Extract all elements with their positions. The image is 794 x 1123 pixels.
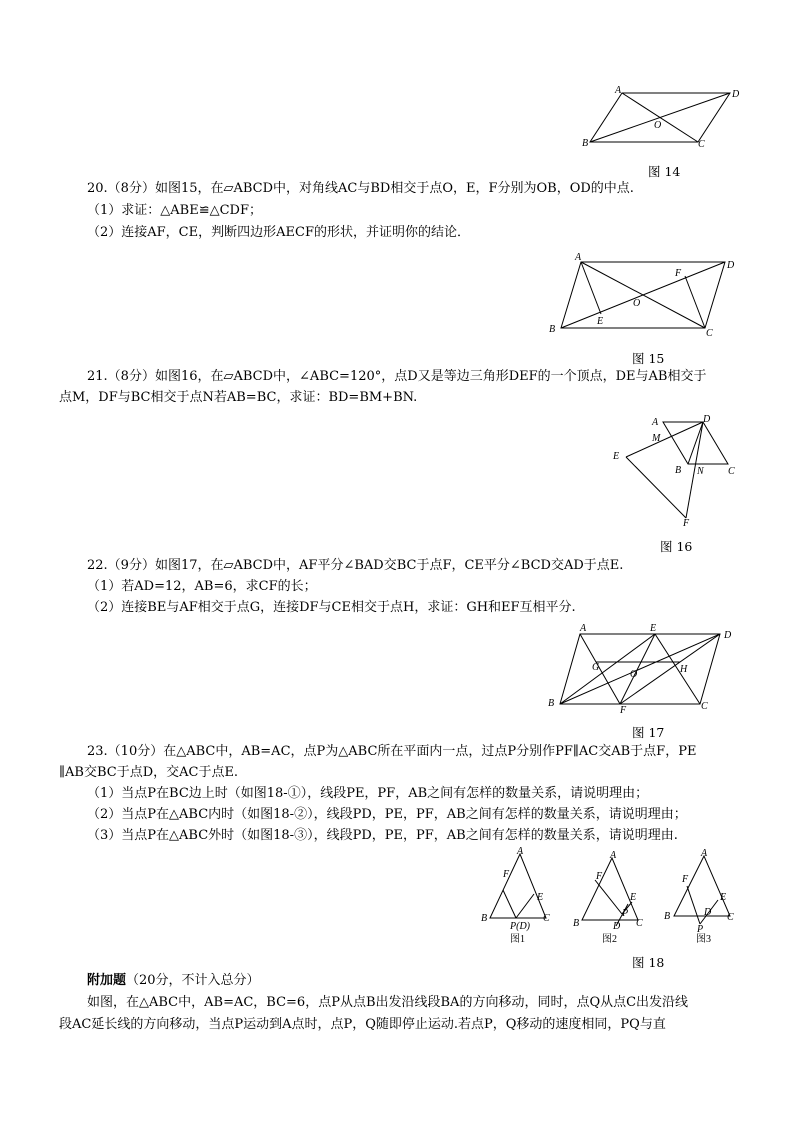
q23-line1: 23.（10分）在△ABC中，AB=AC，点P为△ABC所在平面内一点，过点P分别作PF∥AC交AB于点F，PE — [87, 744, 697, 759]
fig16-label: D — [703, 414, 711, 425]
q20-line3: （2）连接AF，CE，判断四边形AECF的形状，并证明你的结论． — [87, 225, 470, 240]
q23-line5: （3）当点P在△ABC外时（如图18-③），线段PD，PE，PF，AB之间有怎样的数量关系，请说明理由. — [87, 828, 678, 843]
figure-16-caption: 图 16 — [660, 539, 693, 554]
fig18-2-label: F — [596, 871, 603, 882]
fig18-1-label: F — [503, 869, 510, 880]
bonus-heading — [87, 972, 260, 990]
fig17-label: H — [680, 664, 688, 675]
q22-line1: 22.（9分）如图17，在▱ABCD中，AF平分∠BAD交BC于点F，CE平分∠BCD交AD于点E. — [87, 558, 624, 573]
fig16-label: C — [728, 466, 735, 477]
fig15-label: D — [727, 260, 735, 271]
figure-17 — [540, 620, 750, 715]
bonus-line1: 如图，在△ABC中，AB=AC，BC=6，点P从点B出发沿线段BA的方向移动，同时，点Q从点C出发沿线 — [87, 995, 689, 1010]
fig17-label: B — [548, 698, 555, 709]
fig18-1-label: C — [543, 913, 550, 924]
fig17-label: C — [701, 701, 708, 712]
figure-18-caption: 图 18 — [632, 955, 665, 970]
q22-line2: （1）若AD=12，AB=6，求CF的长； — [87, 579, 317, 594]
figure-18-3 — [662, 848, 742, 948]
fig18-1-label: E — [537, 892, 544, 903]
fig17-label: O — [630, 669, 638, 680]
fig17-label: D — [724, 630, 732, 641]
q23-line4: （2）当点P在△ABC内时（如图18-②），线段PD，PE，PF，AB之间有怎样的数量关系，请说明理由； — [87, 807, 687, 822]
fig16-label: N — [697, 466, 704, 477]
fig14-label: D — [732, 89, 740, 100]
fig15-label: A — [575, 252, 582, 263]
q23-line3: （1）当点P在BC边上时（如图18-①），线段PE，PF，AB之间有怎样的数量关系，请说明理由； — [87, 786, 649, 801]
figure-14 — [580, 85, 740, 155]
fig17-label: E — [650, 623, 657, 634]
fig18-3-label: D — [704, 907, 712, 918]
fig18-2-label: A — [610, 850, 617, 861]
fig15-label: E — [597, 316, 604, 327]
figure-18-1 — [478, 848, 558, 948]
fig18-2-caption: 图2 — [602, 934, 617, 945]
figure-18-2 — [570, 848, 650, 948]
q20-line1: 20.（8分）如图15，在▱ABCD中，对角线AC与BD相交于点O，E，F分别为OB，OD的中点. — [87, 181, 634, 196]
fig17-label: A — [580, 623, 587, 634]
fig15-label: B — [549, 324, 556, 335]
fig18-1-label: P(D) — [510, 921, 530, 932]
q23-line2: ∥AB交BC于点D，交AC于点E. — [59, 765, 239, 780]
fig18-2-label: C — [636, 918, 643, 929]
fig18-3-label: E — [720, 892, 727, 903]
bonus-title: 附加题 — [87, 973, 127, 988]
bonus-score: （20分，不计入总分） — [126, 973, 260, 988]
q21-line2: 点M，DF与BC相交于点N若AB=BC，求证：BD=BM+BN. — [59, 390, 418, 405]
fig18-2-label: P — [622, 908, 629, 919]
fig16-label: A — [652, 417, 659, 428]
fig18-2-label: E — [630, 892, 637, 903]
fig18-3-label: B — [664, 911, 671, 922]
fig14-label: B — [582, 138, 589, 149]
figure-15-caption: 图 15 — [632, 351, 665, 366]
fig14-label: O — [654, 120, 662, 131]
fig18-1-label: B — [481, 913, 488, 924]
fig18-1-label: A — [517, 846, 524, 857]
fig17-label: G — [592, 662, 600, 673]
q22-line3: （2）连接BE与AF相交于点G，连接DF与CE相交于点H，求证：GH和EF互相平分. — [87, 600, 576, 615]
fig16-label: F — [683, 518, 690, 529]
bonus-line2: 段AC延长线的方向移动，当点P运动到A点时，点P，Q随即停止运动.若点P，Q移动的速度相同，PQ与直 — [59, 1017, 666, 1032]
fig18-3-label: A — [701, 848, 708, 859]
fig18-3-label: P — [697, 924, 704, 935]
fig14-label: A — [615, 85, 622, 96]
fig16-label: B — [675, 465, 682, 476]
fig18-2-label: B — [573, 918, 580, 929]
fig15-label: O — [633, 298, 641, 309]
figure-15 — [545, 250, 745, 340]
q21-line1: 21.（8分）如图16，在▱ABCD中，∠ABC=120°，点D又是等边三角形DEF的一个顶点，DE与AB相交于 — [87, 369, 707, 384]
figure-17-caption: 图 17 — [632, 725, 665, 740]
fig16-label: M — [652, 433, 661, 444]
fig17-label: F — [620, 705, 627, 716]
fig18-3-caption: 图3 — [696, 934, 711, 945]
fig18-1-caption: 图1 — [510, 934, 525, 945]
q20-line2: （1）求证：△ABE≌△CDF； — [87, 203, 262, 218]
fig15-label: F — [675, 268, 682, 279]
figure-16 — [608, 412, 748, 532]
fig15-label: C — [706, 328, 713, 339]
fig18-3-label: C — [727, 912, 734, 923]
figure-14-caption: 图 14 — [648, 164, 681, 179]
fig18-2-label: D — [613, 921, 621, 932]
fig18-3-label: F — [682, 874, 689, 885]
fig16-label: E — [613, 451, 620, 462]
fig14-label: C — [698, 139, 705, 150]
